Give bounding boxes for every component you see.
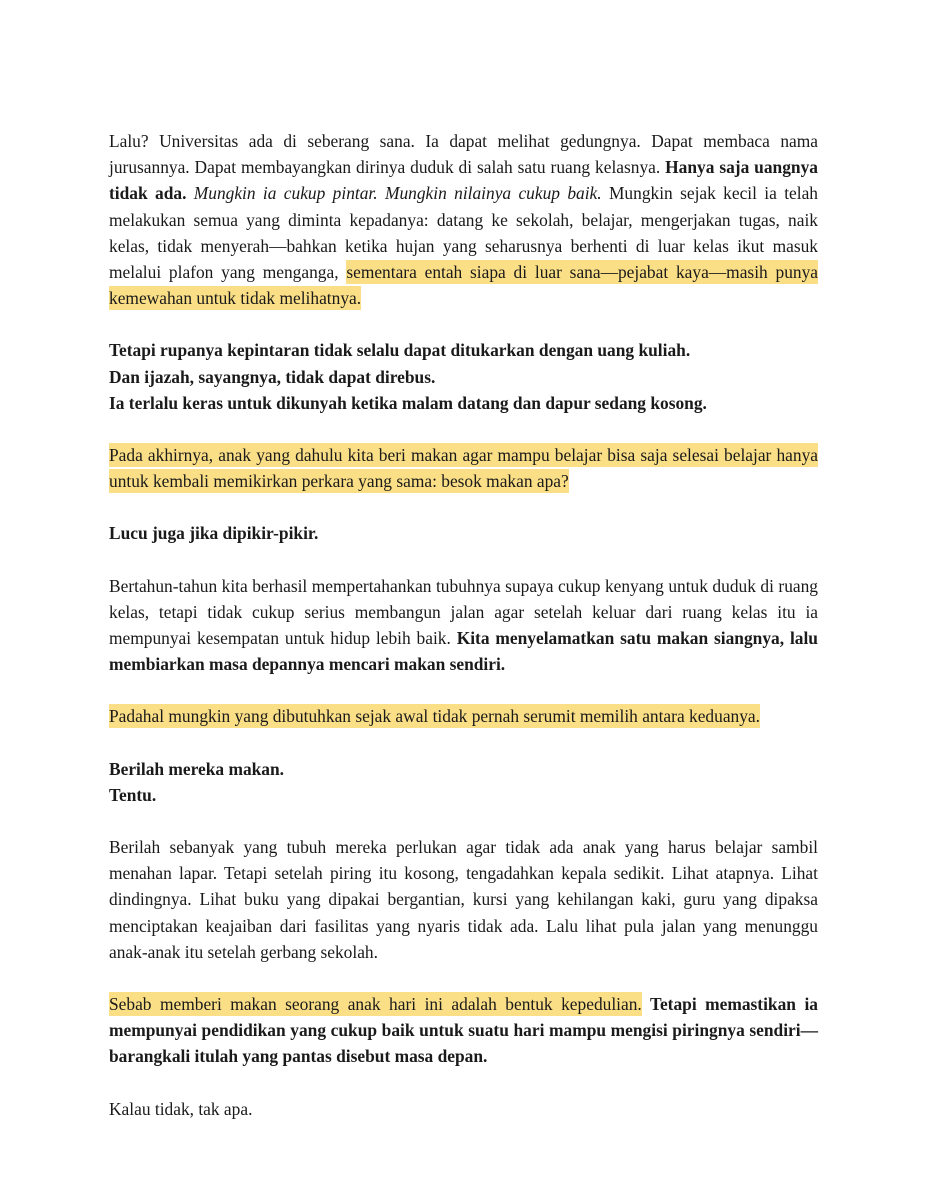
paragraph-6 [109,703,818,729]
bold-line: Ia terlalu keras untuk dikunyah ketika malam datang dan dapur sedang kosong. [109,392,707,413]
bold-line: Tentu. [109,784,157,805]
body-text: Mungkin sejak kecil ia telah melakukan semua yang diminta kepadanya: datang ke sekolah, belajar, mengerjakan tugas, naik kelas, tidak menyerah—bahkan ketika hujan yang seharusnya berhenti di luar kelas ikut masuk melalui plafon yang menganga, [109,183,818,283]
paragraph-4 [109,520,818,546]
bold-line: Tetapi rupanya kepintaran tidak selalu dapat ditukarkan dengan uang kuliah. [109,340,691,361]
bold-line: Dan ijazah, sayangnya, tidak dapat direbus. [109,366,436,387]
body-text: Lalu? Universitas ada di seberang sana. Ia dapat melihat gedungnya. Dapat membaca nama jurusannya. Dapat membayangkan dirinya duduk di salah satu ruang kelasnya. [109,131,818,178]
body-text: Kalau tidak, tak apa. [109,1098,253,1119]
highlighted-text: Sebab memberi makan seorang anak hari ini adalah bentuk kepedulian. [109,994,642,1015]
body-text: Bertahun-tahun kita berhasil mempertahankan tubuhnya supaya cukup kenyang untuk duduk di ruang kelas, tetapi tidak cukup serius membangun jalan agar setelah keluar dari ruang kelas itu ia mempunyai kesempatan untuk hidup lebih baik. [109,575,818,649]
bold-text: Kita menyelamatkan satu makan siangnya, lalu membiarkan masa depannya mencari makan sendiri. [109,628,818,675]
bold-text: Lucu juga jika dipikir-pikir. [109,523,319,544]
paragraph-1 [109,128,818,311]
paragraph-3 [109,442,818,494]
italic-text: Mungkin ia cukup pintar. Mungkin nilainya cukup baik. [186,183,602,204]
highlighted-text: Padahal mungkin yang dibutuhkan sejak awal tidak pernah serumit memilih antara keduanya. [109,706,760,727]
paragraph-5 [109,573,818,678]
paragraph-9 [109,991,818,1070]
body-text: Berilah sebanyak yang tubuh mereka perlukan agar tidak ada anak yang harus belajar sambil menahan lapar. Tetapi setelah piring itu kosong, tengadahkan kepala sedikit. Lihat atapnya. Lihat dindingnya. Lihat buku yang dipakai bergantian, kursi yang kehilangan kaki, guru yang dipaksa menciptakan keajaiban dari fasilitas yang nyaris tidak ada. Lalu lihat pula jalan yang menunggu anak-anak itu setelah gerbang sekolah. [109,837,818,962]
highlighted-text: sementara entah siapa di luar sana—pejabat kaya—masih punya kemewahan untuk tidak melihatnya. [109,262,818,309]
bold-line: Berilah mereka makan. [109,758,285,779]
paragraph-8 [109,834,818,965]
bold-text: Hanya saja uangnya tidak ada. [109,157,818,204]
highlighted-text: Pada akhirnya, anak yang dahulu kita beri makan agar mampu belajar bisa saja selesai belajar hanya untuk kembali memikirkan perkara yang sama: besok makan apa? [109,445,818,492]
document-body [109,128,818,1148]
paragraph-10 [109,1096,818,1122]
paragraph-2 [109,337,818,416]
bold-text: Tetapi memastikan ia mempunyai pendidikan yang cukup baik untuk suatu hari mampu mengisi piringnya sendiri—barangkali itulah yang pantas disebut masa depan. [109,994,818,1067]
paragraph-7 [109,756,818,808]
